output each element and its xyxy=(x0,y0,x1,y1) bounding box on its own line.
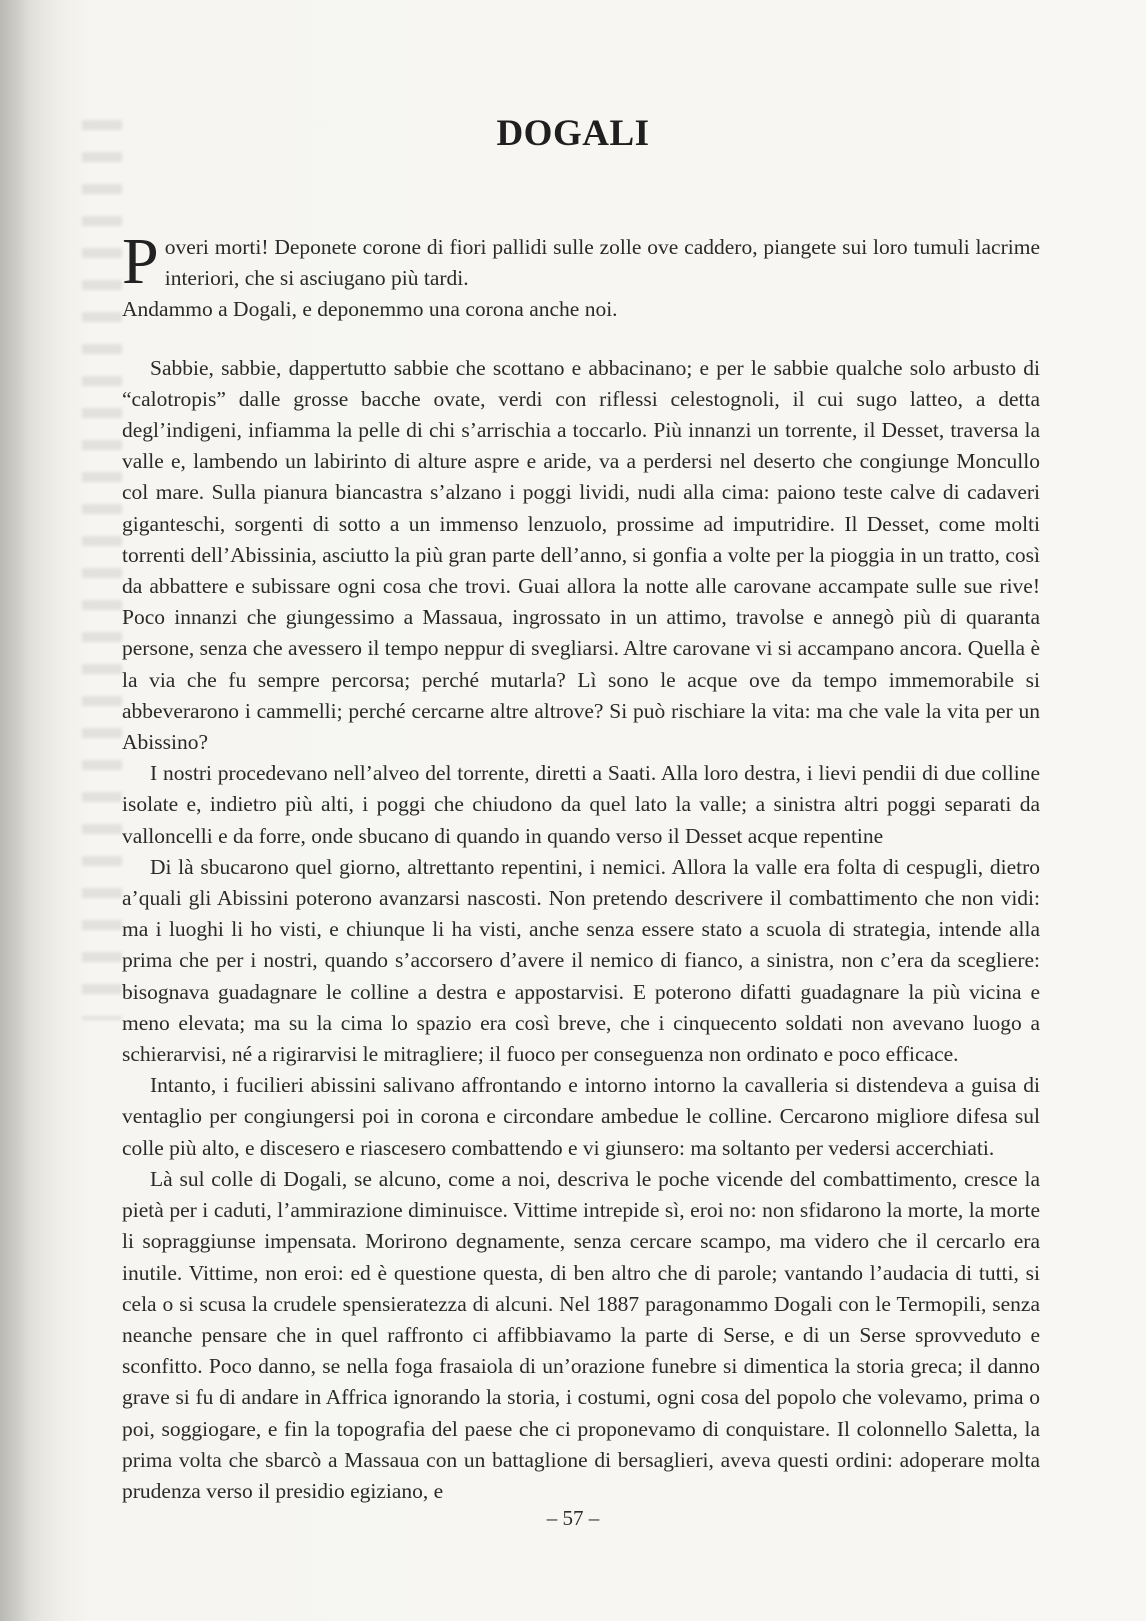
paragraph: Intanto, i fucilieri abissini salivano affrontando e intorno intorno la cavalleria si distendeva a guisa di ventaglio per congiungersi poi in corona e circondare ambedue le colline. Cercarono migliore difesa sul colle più alto, e discesero e riascesero combattendo e vi giunsero: ma soltanto per vedersi accerchiati. xyxy=(122,1073,1040,1160)
drop-cap: P xyxy=(122,225,159,298)
page-number: – 57 – xyxy=(546,1506,600,1530)
bleed-through-text xyxy=(82,120,122,1020)
chapter-title: DOGALI xyxy=(496,113,650,154)
paragraph: Là sul colle di Dogali, se alcuno, come a noi, descriva le poche vicende del combattimento, cresce la pietà per i caduti, l’ammirazione diminuisce. Vittime intrepide sì, eroi no: non sfidarono la morte, la morte li sopraggiunse impensata. Morirono degnamente, senza cercare scampo, ma videro che il cercarlo era inutile. Vittime, non eroi: ed è questione questa, di ben altro che di parole; vantando l’audacia di tutti, si cela o si scusa la crudele spensieratezza di alcuni. Nel 1887 paragonammo Dogali con le Termopili, senza neanche pensare che in quel raffronto ci affibbiavamo la parte di Serse, e di un Serse sprovveduto e sconfitto. Poco danno, se nella foga frasaiola di un’orazione funebre si dimentica la storia greca; il danno grave si fu di andare in Affrica ignorando la storia, i costumi, ogni cosa del popolo che volevamo, prima o poi, soggiogare, e fin la topografia del paese che ci proponevamo di conquistare. Il colonnello Saletta, la prima volta che sbarcò a Massaua con un battaglione di bersaglieri, aveva questi ordini: adoperare molta prudenza verso il presidio egiziano, e xyxy=(122,1166,1040,1503)
paragraph: Sabbie, sabbie, dappertutto sabbie che scottano e abbacinano; e per le sabbie qualche solo arbusto di “calotropis” dalle grosse bacche ovate, verdi con riflessi celestognoli, il cui sugo latteo, a detta degl’indigeni, infiamma la pelle di chi s’arrischia a toccarlo. Più innanzi un torrente, il Desset, traversa la valle e, lambendo un labirinto di alture aspre e aride, va a perdersi nel deserto che congiunge Moncullo col mare. Sulla pianura biancastra s’alzano i poggi lividi, nudi alla cima: paiono teste calve di cadaveri giganteschi, sorgenti di sotto a un immenso lenzuolo, prossime ad imputridire. Il Desset, come molti torrenti dell’Abissinia, asciutto la più gran parte dell’anno, si gonfia a volte per la pioggia in un tratto, così da abbattere e subissare ogni cosa che trovi. Guai allora la notte alle carovane accampate sulle sue rive! Poco innanzi che giungessimo a Massaua, ingrossato in un attimo, travolse e annegò più di quaranta persone, senza che avessero il tempo neppur di svegliarsi. Altre carovane vi si accampano ancora. Quella è la via che fu sempre percorsa; perché mutarla? Lì sono le acque ove da tempo immemorabile si abbeverarono i cammelli; perché cercarne altre altrove? Si può rischiare la vita: ma che vale la vita per un Abissino? xyxy=(122,355,1040,755)
opening-text: overi morti! Deponete corone di fiori pallidi sulle zolle ove caddero, piangete sui loro tumuli lacrime interiori, che si asciugano più tardi. xyxy=(164,235,1040,291)
paragraph: Andammo a Dogali, e deponemmo una corona anche noi. xyxy=(122,297,618,322)
body-text xyxy=(122,225,1040,1507)
binding-gutter-shadow xyxy=(0,0,60,1621)
opening-paragraph xyxy=(122,225,1040,298)
paragraph: I nostri procedevano nell’alveo del torrente, diretti a Saati. Alla loro destra, i lievi pendii di due colline isolate e, indietro più alti, i poggi che chiudono da quel lato la valle; a sinistra altri poggi separati da valloncelli e da forre, onde sbucano di quando in quando verso il Desset acque repentine xyxy=(122,761,1040,848)
paragraph: Di là sbucarono quel giorno, altrettanto repentini, i nemici. Allora la valle era folta di cespugli, dietro a’quali gli Abissini poterono avanzarsi nascosti. Non pretendo descrivere il combattimento che non vidi: ma i luoghi li ho visti, e chiunque li ha visti, anche senza essere stato a scuola di strategia, intende alla prima che per i nostri, quando s’accorsero d’avere il nemico di fianco, a sinistra, non c’era da scegliere: bisognava guadagnare le colline a destra e appostarvisi. E poterono difatti guadagnare la più vicina e meno elevata; ma su la cima lo spazio era così breve, che i cinquecento soldati non avevano luogo a schierarvisi, né a rigirarvisi le mitragliere; il fuoco per conseguenza non ordinato e poco efficace. xyxy=(122,854,1040,1067)
